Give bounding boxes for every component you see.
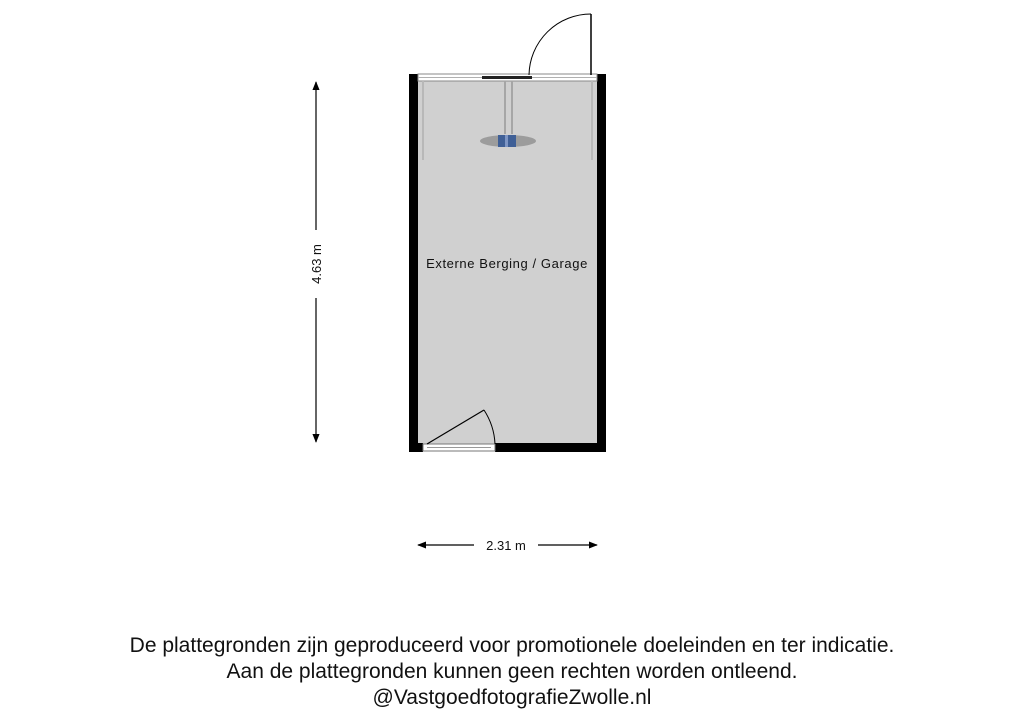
copyright-line: @VastgoedfotografieZwolle.nl (372, 686, 652, 709)
wall-left (409, 74, 418, 452)
wall-bottom-right (495, 443, 606, 452)
disclaimer-line-2: Aan de plattegronden kunnen geen rechten worden ontleend. (226, 660, 798, 683)
height-dimension (309, 82, 324, 442)
disclaimer-line-1: De plattegronden zijn geproduceerd voor promotionele doeleinden en ter indicatie. (129, 634, 895, 657)
height-dimension-label: 4.63 m (309, 244, 324, 284)
wall-right (597, 74, 606, 452)
wall-bottom-left (409, 443, 423, 452)
width-dimension (418, 538, 597, 553)
width-dimension-label: 2.31 m (486, 538, 526, 553)
room-label: Externe Berging / Garage (426, 256, 588, 271)
garage-door-opener (480, 135, 536, 147)
top-door-swing (529, 14, 591, 75)
